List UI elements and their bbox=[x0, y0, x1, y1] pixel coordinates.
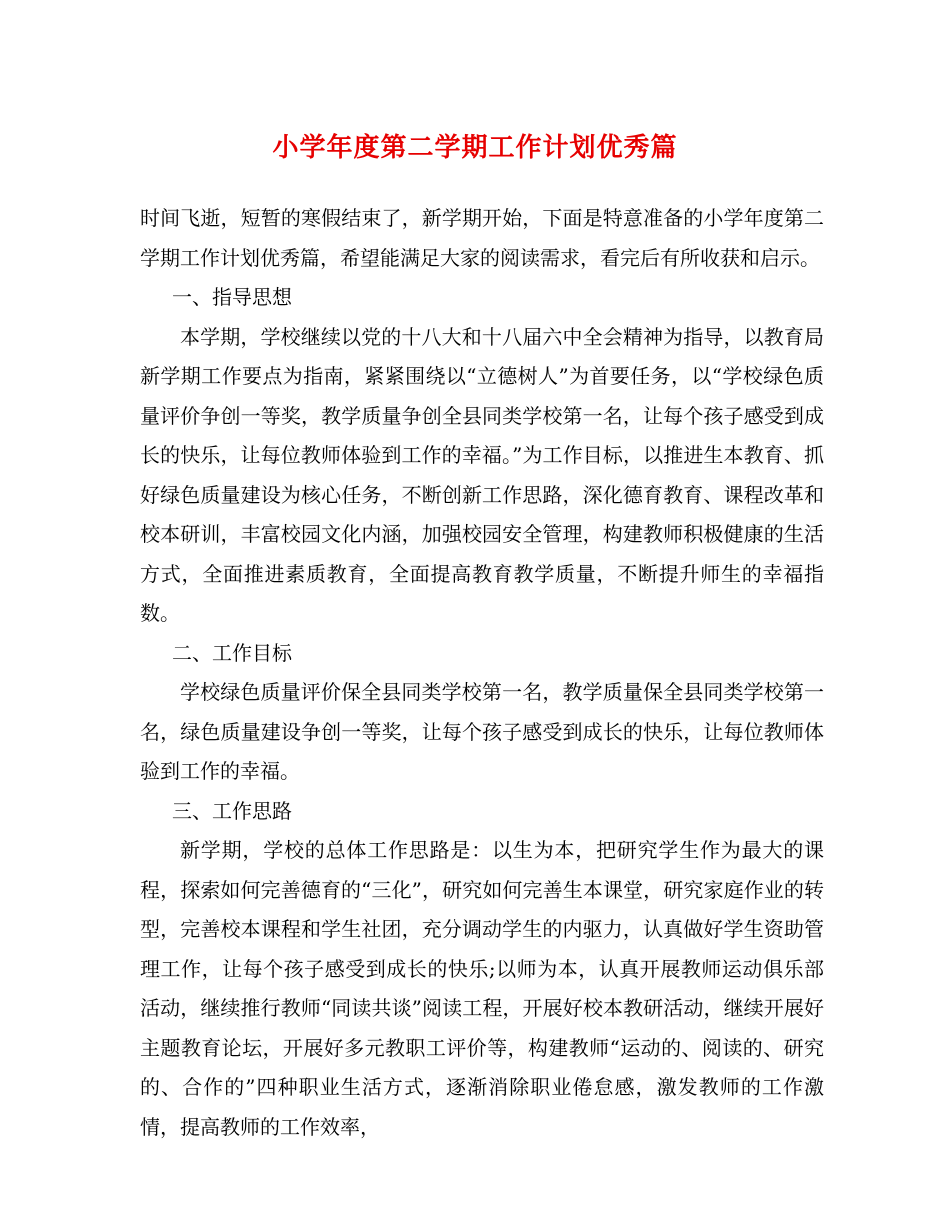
section-heading-guiding-ideology: 一、指导思想 bbox=[172, 285, 292, 309]
section-body-work-goals: 学校绿色质量评价保全县同类学校第一名，教学质量保全县同类学校第一名，绿色质量建设争创一等奖，让每个孩子感受到成长的快乐，让每位教师体验到工作的幸福。 bbox=[140, 680, 824, 783]
section-heading-work-approach: 三、工作思路 bbox=[172, 798, 292, 823]
section-body-work-approach: 新学期，学校的总体工作思路是：以生为本，把研究学生作为最大的课程，探索如何完善德育的“三化”，研究如何完善生本课堂，研究家庭作业的转型，完善校本课程和学生社团，充分调动学生的内驱力，认真做好学生资助管理工作，让每个孩子感受到成长的快乐;以师为本，认真开展教师运动俱乐部活动，继续推行教师“同读共谈”阅读工程，开展好校本教研活动，继续开展好主题教育论坛，开展好多元教职工评价等，构建教师“运动的、阅读的、研究的、合作的”四种职业生活方式，逐渐消除职业倦怠感，激发教师的工作激情，提高教师的工作效率， bbox=[140, 838, 824, 1139]
section-body-guiding-ideology: 本学期，学校继续以党的十八大和十八届六中全会精神为指导，以教育局新学期工作要点为指南，紧紧围绕以“立德树人”为首要任务，以“学校绿色质量评价争创一等奖，教学质量争创全县同类学校第一名，让每个孩子感受到成长的快乐，让每位教师体验到工作的幸福。”为工作目标，以推进生本教育、抓好绿色质量建设为核心任务，不断创新工作思路，深化德育教育、课程改革和校本研训，丰富校园文化内涵，加强校园安全管理，构建教师积极健康的生活方式，全面推进素质教育，全面提高教育教学质量，不断提升师生的幸福指数。 bbox=[140, 324, 824, 625]
document-body bbox=[140, 199, 824, 1147]
section-heading-work-goals: 二、工作目标 bbox=[172, 640, 292, 665]
document-title: 小学年度第二学期工作计划优秀篇 bbox=[272, 133, 678, 163]
intro-paragraph: 时间飞逝，短暂的寒假结束了，新学期开始，下面是特意准备的小学年度第二学期工作计划优秀篇，希望能满足大家的阅读需求，看完后有所收获和启示。 bbox=[140, 206, 824, 270]
